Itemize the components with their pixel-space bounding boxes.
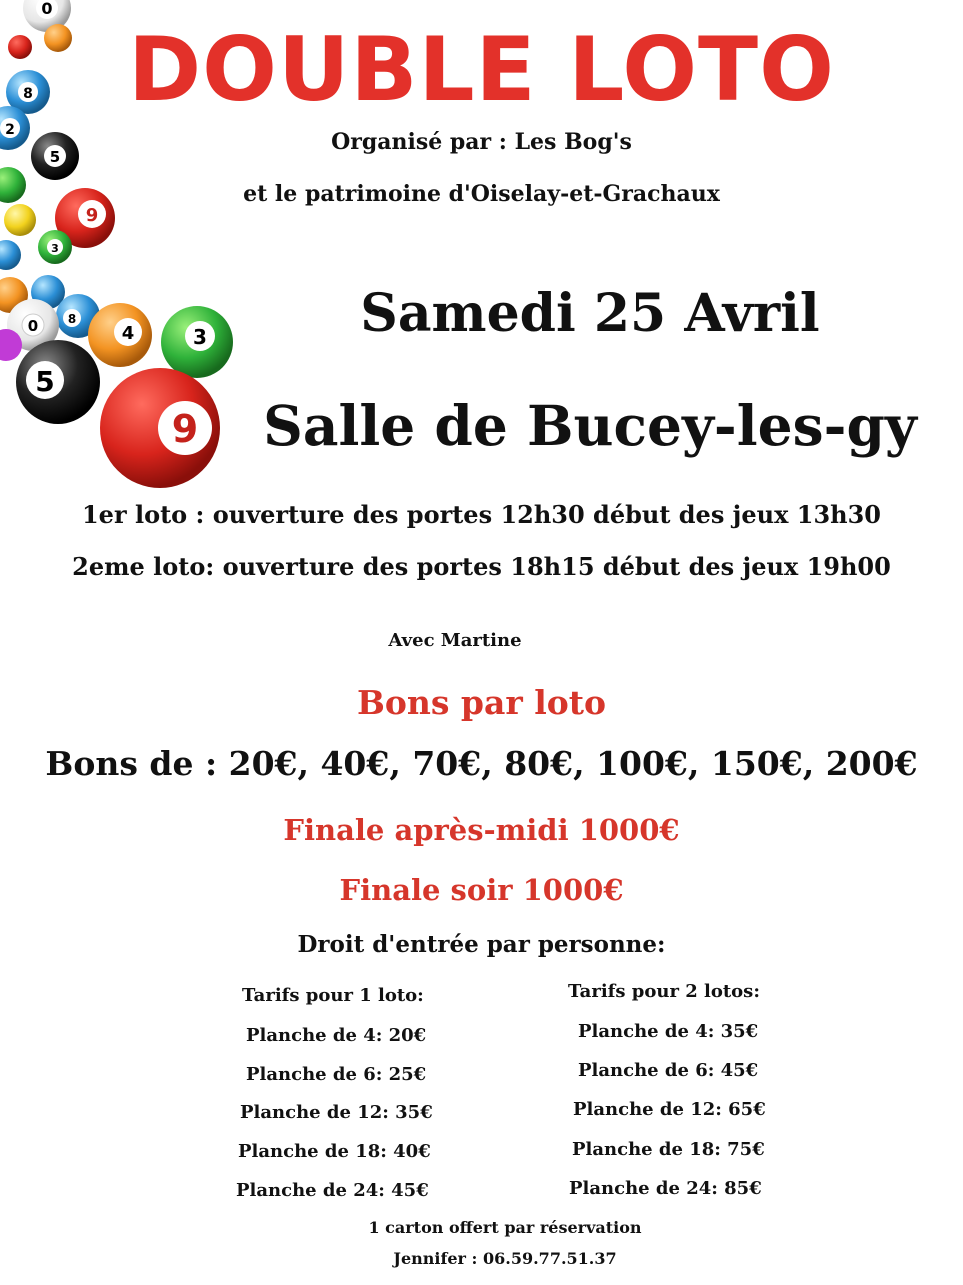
ball-number: 4 bbox=[121, 323, 135, 344]
ball-orange-4 bbox=[88, 303, 152, 367]
tarif-row: Planche de 18: 40€ bbox=[238, 1141, 431, 1162]
ball-number: 8 bbox=[67, 312, 77, 326]
ball-yellow bbox=[4, 204, 36, 236]
ball-number: 0 bbox=[41, 0, 53, 18]
tarif-row: Planche de 18: 75€ bbox=[572, 1139, 765, 1160]
tarifs-two-lotos-heading: Tarifs pour 2 lotos: bbox=[568, 981, 760, 1002]
ball-black-5 bbox=[16, 340, 100, 424]
ball-green-3 bbox=[161, 306, 233, 378]
final-afternoon: Finale après-midi 1000€ bbox=[283, 813, 680, 847]
reservation-gift: 1 carton offert par réservation bbox=[368, 1218, 642, 1237]
tarif-row: Planche de 6: 45€ bbox=[578, 1060, 759, 1081]
poster-title: DOUBLE LOTO bbox=[128, 18, 835, 121]
entry-fee-heading: Droit d'entrée par personne: bbox=[297, 931, 666, 958]
ball-number: 0 bbox=[27, 317, 39, 335]
ball-green-3-small bbox=[38, 230, 72, 264]
event-date: Samedi 25 Avril bbox=[360, 283, 820, 344]
host-line: Avec Martine bbox=[388, 630, 522, 651]
ball-blue-edge bbox=[0, 240, 21, 270]
contact-line: Jennifer : 06.59.77.51.37 bbox=[393, 1249, 617, 1268]
tarif-row: Planche de 24: 85€ bbox=[569, 1178, 762, 1199]
ball-number: 5 bbox=[49, 148, 61, 166]
tarif-row: Planche de 4: 35€ bbox=[578, 1021, 759, 1042]
co-organiser-line: et le patrimoine d'Oiselay-et-Grachaux bbox=[243, 181, 720, 207]
first-loto-schedule: 1er loto : ouverture des portes 12h30 début des jeux 13h30 bbox=[81, 500, 881, 529]
organiser-line: Organisé par : Les Bog's bbox=[331, 129, 632, 155]
ball-number: 2 bbox=[5, 122, 15, 138]
ball-number: 8 bbox=[23, 86, 33, 102]
event-venue: Salle de Bucey-les-gy bbox=[263, 393, 917, 458]
ball-number: 9 bbox=[171, 407, 199, 451]
tarif-row: Planche de 4: 20€ bbox=[246, 1025, 427, 1046]
prizes-values: Bons de : 20€, 40€, 70€, 80€, 100€, 150€, 200€ bbox=[45, 744, 918, 783]
ball-number: 9 bbox=[85, 205, 99, 226]
tarif-row: Planche de 24: 45€ bbox=[236, 1180, 429, 1201]
tarifs-one-loto-heading: Tarifs pour 1 loto: bbox=[242, 985, 424, 1006]
tarif-row: Planche de 12: 35€ bbox=[240, 1102, 433, 1123]
tarif-row: Planche de 12: 65€ bbox=[573, 1099, 766, 1120]
prizes-heading: Bons par loto bbox=[356, 683, 607, 722]
ball-red-9 bbox=[100, 368, 220, 488]
second-loto-schedule: 2eme loto: ouverture des portes 18h15 début des jeux 19h00 bbox=[72, 552, 891, 581]
ball-number: 5 bbox=[35, 365, 55, 398]
ball-number: 3 bbox=[193, 325, 207, 349]
tarif-row: Planche de 6: 25€ bbox=[246, 1064, 427, 1085]
final-evening: Finale soir 1000€ bbox=[339, 873, 624, 907]
ball-number: 3 bbox=[51, 242, 59, 255]
